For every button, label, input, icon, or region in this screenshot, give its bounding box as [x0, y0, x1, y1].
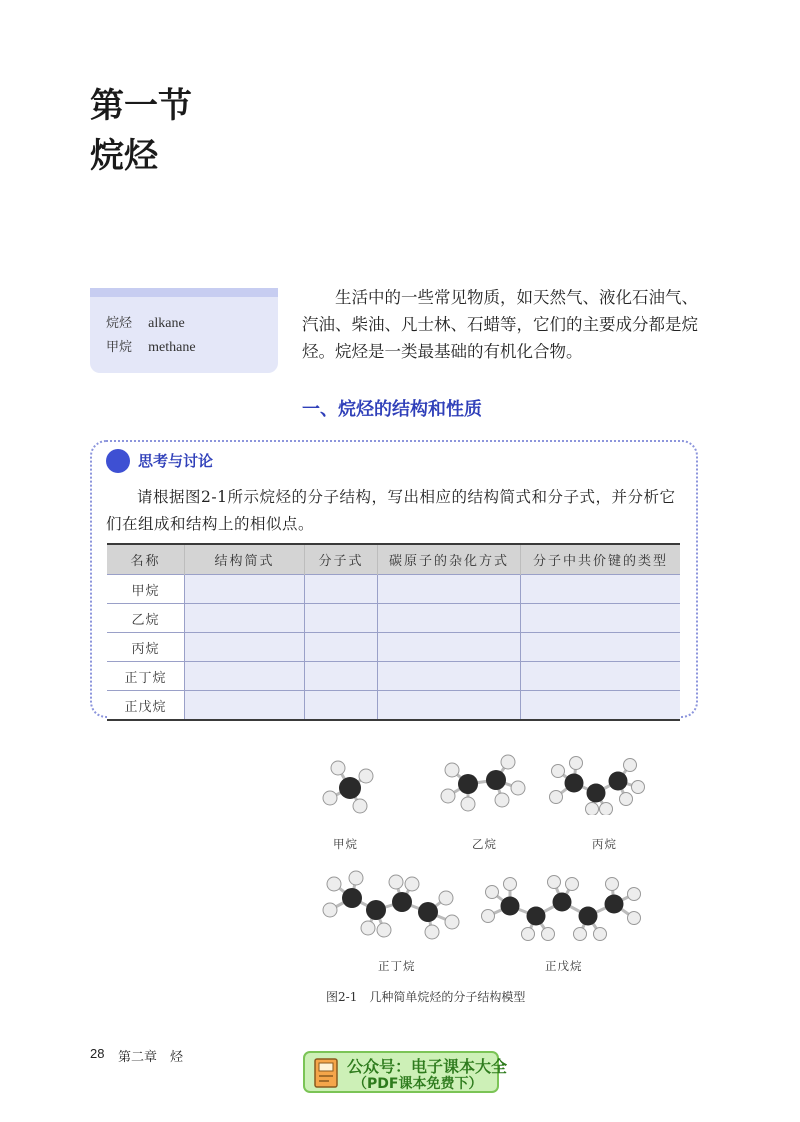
chapter-label: 第二章 烃	[118, 1050, 184, 1065]
table-cell[interactable]	[305, 575, 378, 604]
section-title: 第一节	[90, 86, 192, 126]
ethane-model-image	[438, 752, 528, 812]
table-cell[interactable]	[378, 604, 521, 633]
table-header: 结构简式	[185, 544, 305, 575]
table-cell[interactable]	[185, 662, 305, 691]
intro-paragraph: 生活中的一些常见物质，如天然气、液化石油气、汽油、柴油、凡士林、石蜡等，它们的主要成分都是烷烃。烷烃是一类最基础的有机化合物。	[302, 288, 698, 361]
table-cell[interactable]	[185, 691, 305, 721]
pentane-model-image	[480, 872, 645, 948]
table-cell[interactable]	[521, 604, 681, 633]
table-cell[interactable]	[521, 691, 681, 721]
alkane-table	[107, 543, 680, 721]
table-cell[interactable]	[378, 691, 521, 721]
table-cell[interactable]	[185, 633, 305, 662]
table-cell[interactable]	[305, 633, 378, 662]
table-cell[interactable]	[378, 662, 521, 691]
table-row	[107, 575, 680, 604]
pentane-label: 正戊烷	[545, 959, 583, 973]
table-cell[interactable]	[521, 662, 681, 691]
table-cell[interactable]	[378, 575, 521, 604]
table-cell[interactable]	[185, 575, 305, 604]
discussion-label: 思考与讨论	[138, 452, 214, 470]
section-subtitle: 烷烃	[90, 136, 158, 176]
glossary-item	[106, 312, 185, 332]
table-cell[interactable]	[305, 604, 378, 633]
table-header: 分子中共价键的类型	[521, 544, 681, 575]
glossary-term-cn: 烷烃	[106, 316, 133, 331]
table-header-row	[107, 544, 680, 575]
discussion-bullet-icon	[106, 449, 130, 473]
watermark-line2: （PDF课本免费下）	[353, 1076, 483, 1092]
table-header: 碳原子的杂化方式	[378, 544, 521, 575]
table-row	[107, 691, 680, 721]
table-cell-name: 丙烷	[107, 633, 185, 662]
methane-label: 甲烷	[333, 837, 358, 851]
book-icon	[313, 1057, 341, 1089]
propane-model-image	[546, 755, 646, 815]
glossary-term-en: alkane	[148, 316, 185, 331]
table-cell-name: 乙烷	[107, 604, 185, 633]
table-cell[interactable]	[521, 633, 681, 662]
table-cell[interactable]	[305, 662, 378, 691]
table-row	[107, 662, 680, 691]
table-cell-name: 正戊烷	[107, 691, 185, 721]
table-cell[interactable]	[185, 604, 305, 633]
table-cell[interactable]	[305, 691, 378, 721]
section-heading: 一、烷烃的结构和性质	[302, 399, 482, 420]
table-cell-name: 甲烷	[107, 575, 185, 604]
glossary-term-en: methane	[148, 340, 196, 355]
page-number: 28	[90, 1046, 105, 1061]
butane-model-image	[320, 868, 465, 944]
watermark-line1: 公众号：电子课本大全	[347, 1057, 508, 1076]
table-row	[107, 633, 680, 662]
figure-caption: 图2-1 几种简单烷烃的分子结构模型	[326, 990, 526, 1004]
propane-label: 丙烷	[592, 837, 617, 851]
discussion-text: 请根据图2-1所示烷烃的分子结构，写出相应的结构简式和分子式，并分析它们在组成和结构上的相似点。	[106, 488, 676, 533]
glossary-item	[106, 336, 196, 356]
butane-label: 正丁烷	[378, 959, 416, 973]
glossary-box	[90, 288, 278, 373]
methane-model-image	[318, 748, 378, 818]
table-row	[107, 604, 680, 633]
table-cell[interactable]	[378, 633, 521, 662]
table-cell-name: 正丁烷	[107, 662, 185, 691]
watermark-banner	[303, 1051, 508, 1093]
table-cell[interactable]	[521, 575, 681, 604]
glossary-term-cn: 甲烷	[106, 340, 133, 355]
table-header: 分子式	[305, 544, 378, 575]
table-header: 名称	[107, 544, 185, 575]
ethane-label: 乙烷	[472, 837, 497, 851]
